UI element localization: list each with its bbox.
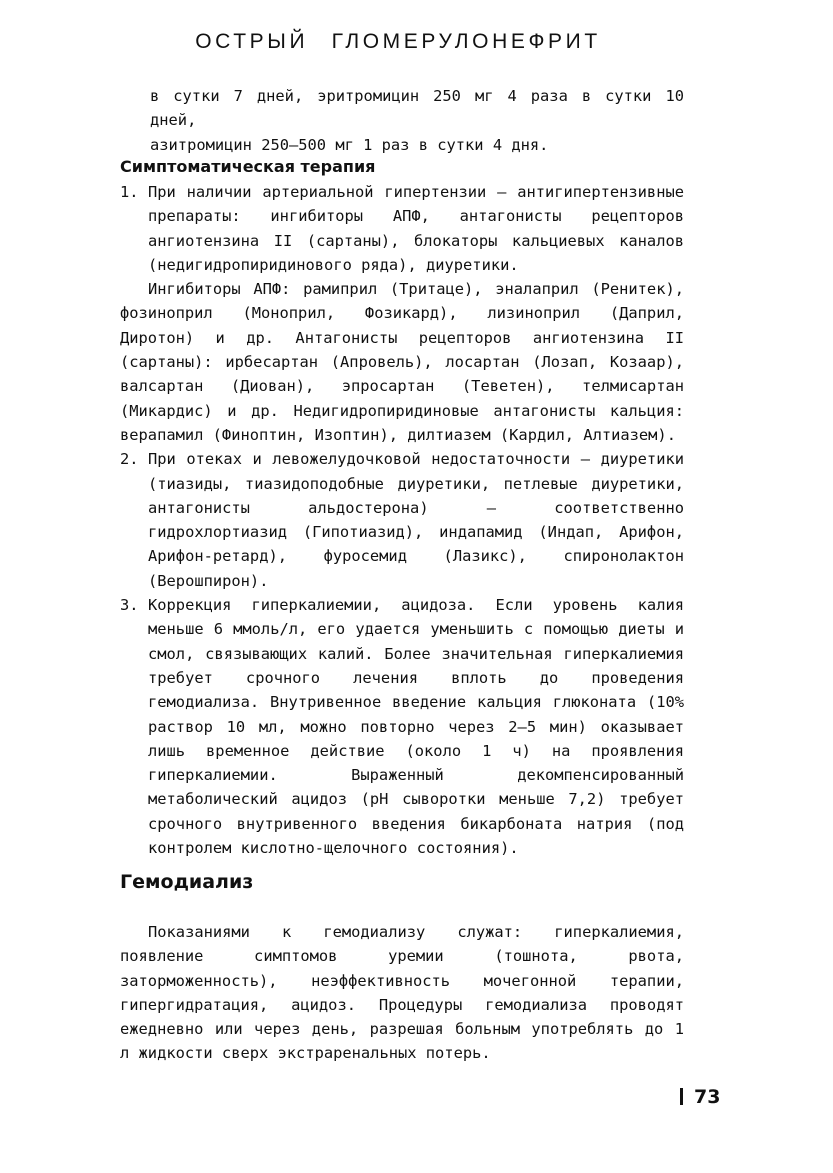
list-item <box>120 180 684 447</box>
intro-paragraph <box>150 84 684 157</box>
page-number <box>680 1086 720 1108</box>
list-item-number: 3. <box>120 596 139 615</box>
list-item-subparagraph: Ингибиторы АПФ: рамиприл (Тритаце), эналаприл (Ренитек), фозиноприл (Моноприл, Фозикард), лизиноприл (Даприл, Диротон) и др. Антагонисты рецепторов ангиотензина II (сартаны): ирбесартан (Апровель), лосартан (Лозап, Козаар), валсартан (Диован), эпросартан (Теветен), телмисартан (Микардис) и др. Недигидропиридиновые антагонисты кальция: верапамил (Финоптин, Изоптин), дилтиазем (Кардил, Алтиазем). <box>120 280 684 444</box>
list-item-number: 1. <box>120 183 139 201</box>
list-item-text: При наличии артериальной гипертензии — антигипертензивные препараты: ингибиторы АПФ, антагонисты рецепторов ангиотензина II (сартаны), блокаторы кальциевых каналов (недигидропиридинового ряда), диуретики. <box>148 183 684 274</box>
page-number-text: 73 <box>694 1086 721 1108</box>
intro-line: в сутки 7 дней, эритромицин 250 мг 4 раза в сутки 10 дней, <box>150 87 684 130</box>
hemodialysis-paragraph: Показаниями к гемодиализу служат: гиперкалиемия, появление симптомов уремии (тошнота, рвота, заторможенность), неэффективность мочегонной терапии, гипергидратация, ацидоз. Процедуры гемодиализа проводят ежедневно или через день, разрешая больным употреблять до 1 л жидкости сверх экстраренальных потерь. <box>120 923 684 1063</box>
intro-line: азитромицин 250–500 мг 1 раз в сутки 4 дня. <box>150 135 549 154</box>
symptomatic-therapy-list <box>120 180 684 860</box>
list-item-text: Коррекция гиперкалиемии, ацидоза. Если уровень калия меньше 6 ммоль/л, его удается уменьшить с помощью диеты и смол, связывающих калий. Более значительная гиперкалиемия требует срочного лечения вплоть до проведения гемодиализа. Внутривенное введение кальция глюконата (10% раствор 10 мл, можно повторно через 2–5 мин) оказывает лишь временное действие (около 1 ч) на проявления гиперкалиемии. Выраженный декомпенсированный метаболический ацидоз (рН сыворотки меньше 7,2) требует срочного внутривенного введения бикарбоната натрия (под контролем кислотно-щелочного состояния). <box>148 596 684 858</box>
list-item-text: При отеках и левожелудочковой недостаточности — диуретики (тиазиды, тиазидоподобные диуретики, петлевые диуретики, антагонисты альдостерона) — соответственно гидрохлортиазид (Гипотиазид), индапамид (Индап, Арифон, Арифон-ретард), фуросемид (Лазикс), спиронолактон (Верошпирон). <box>148 450 684 590</box>
folio-bar <box>680 1088 683 1105</box>
list-item-number: 2. <box>120 450 139 469</box>
hemodialysis-heading: Гемодиализ <box>120 871 254 893</box>
list-item <box>120 593 684 860</box>
running-head: ОСТРЫЙ ГЛОМЕРУЛОНЕФРИТ <box>195 30 601 53</box>
symptomatic-therapy-heading: Симптоматическая терапия <box>120 157 376 176</box>
list-item <box>120 447 684 593</box>
